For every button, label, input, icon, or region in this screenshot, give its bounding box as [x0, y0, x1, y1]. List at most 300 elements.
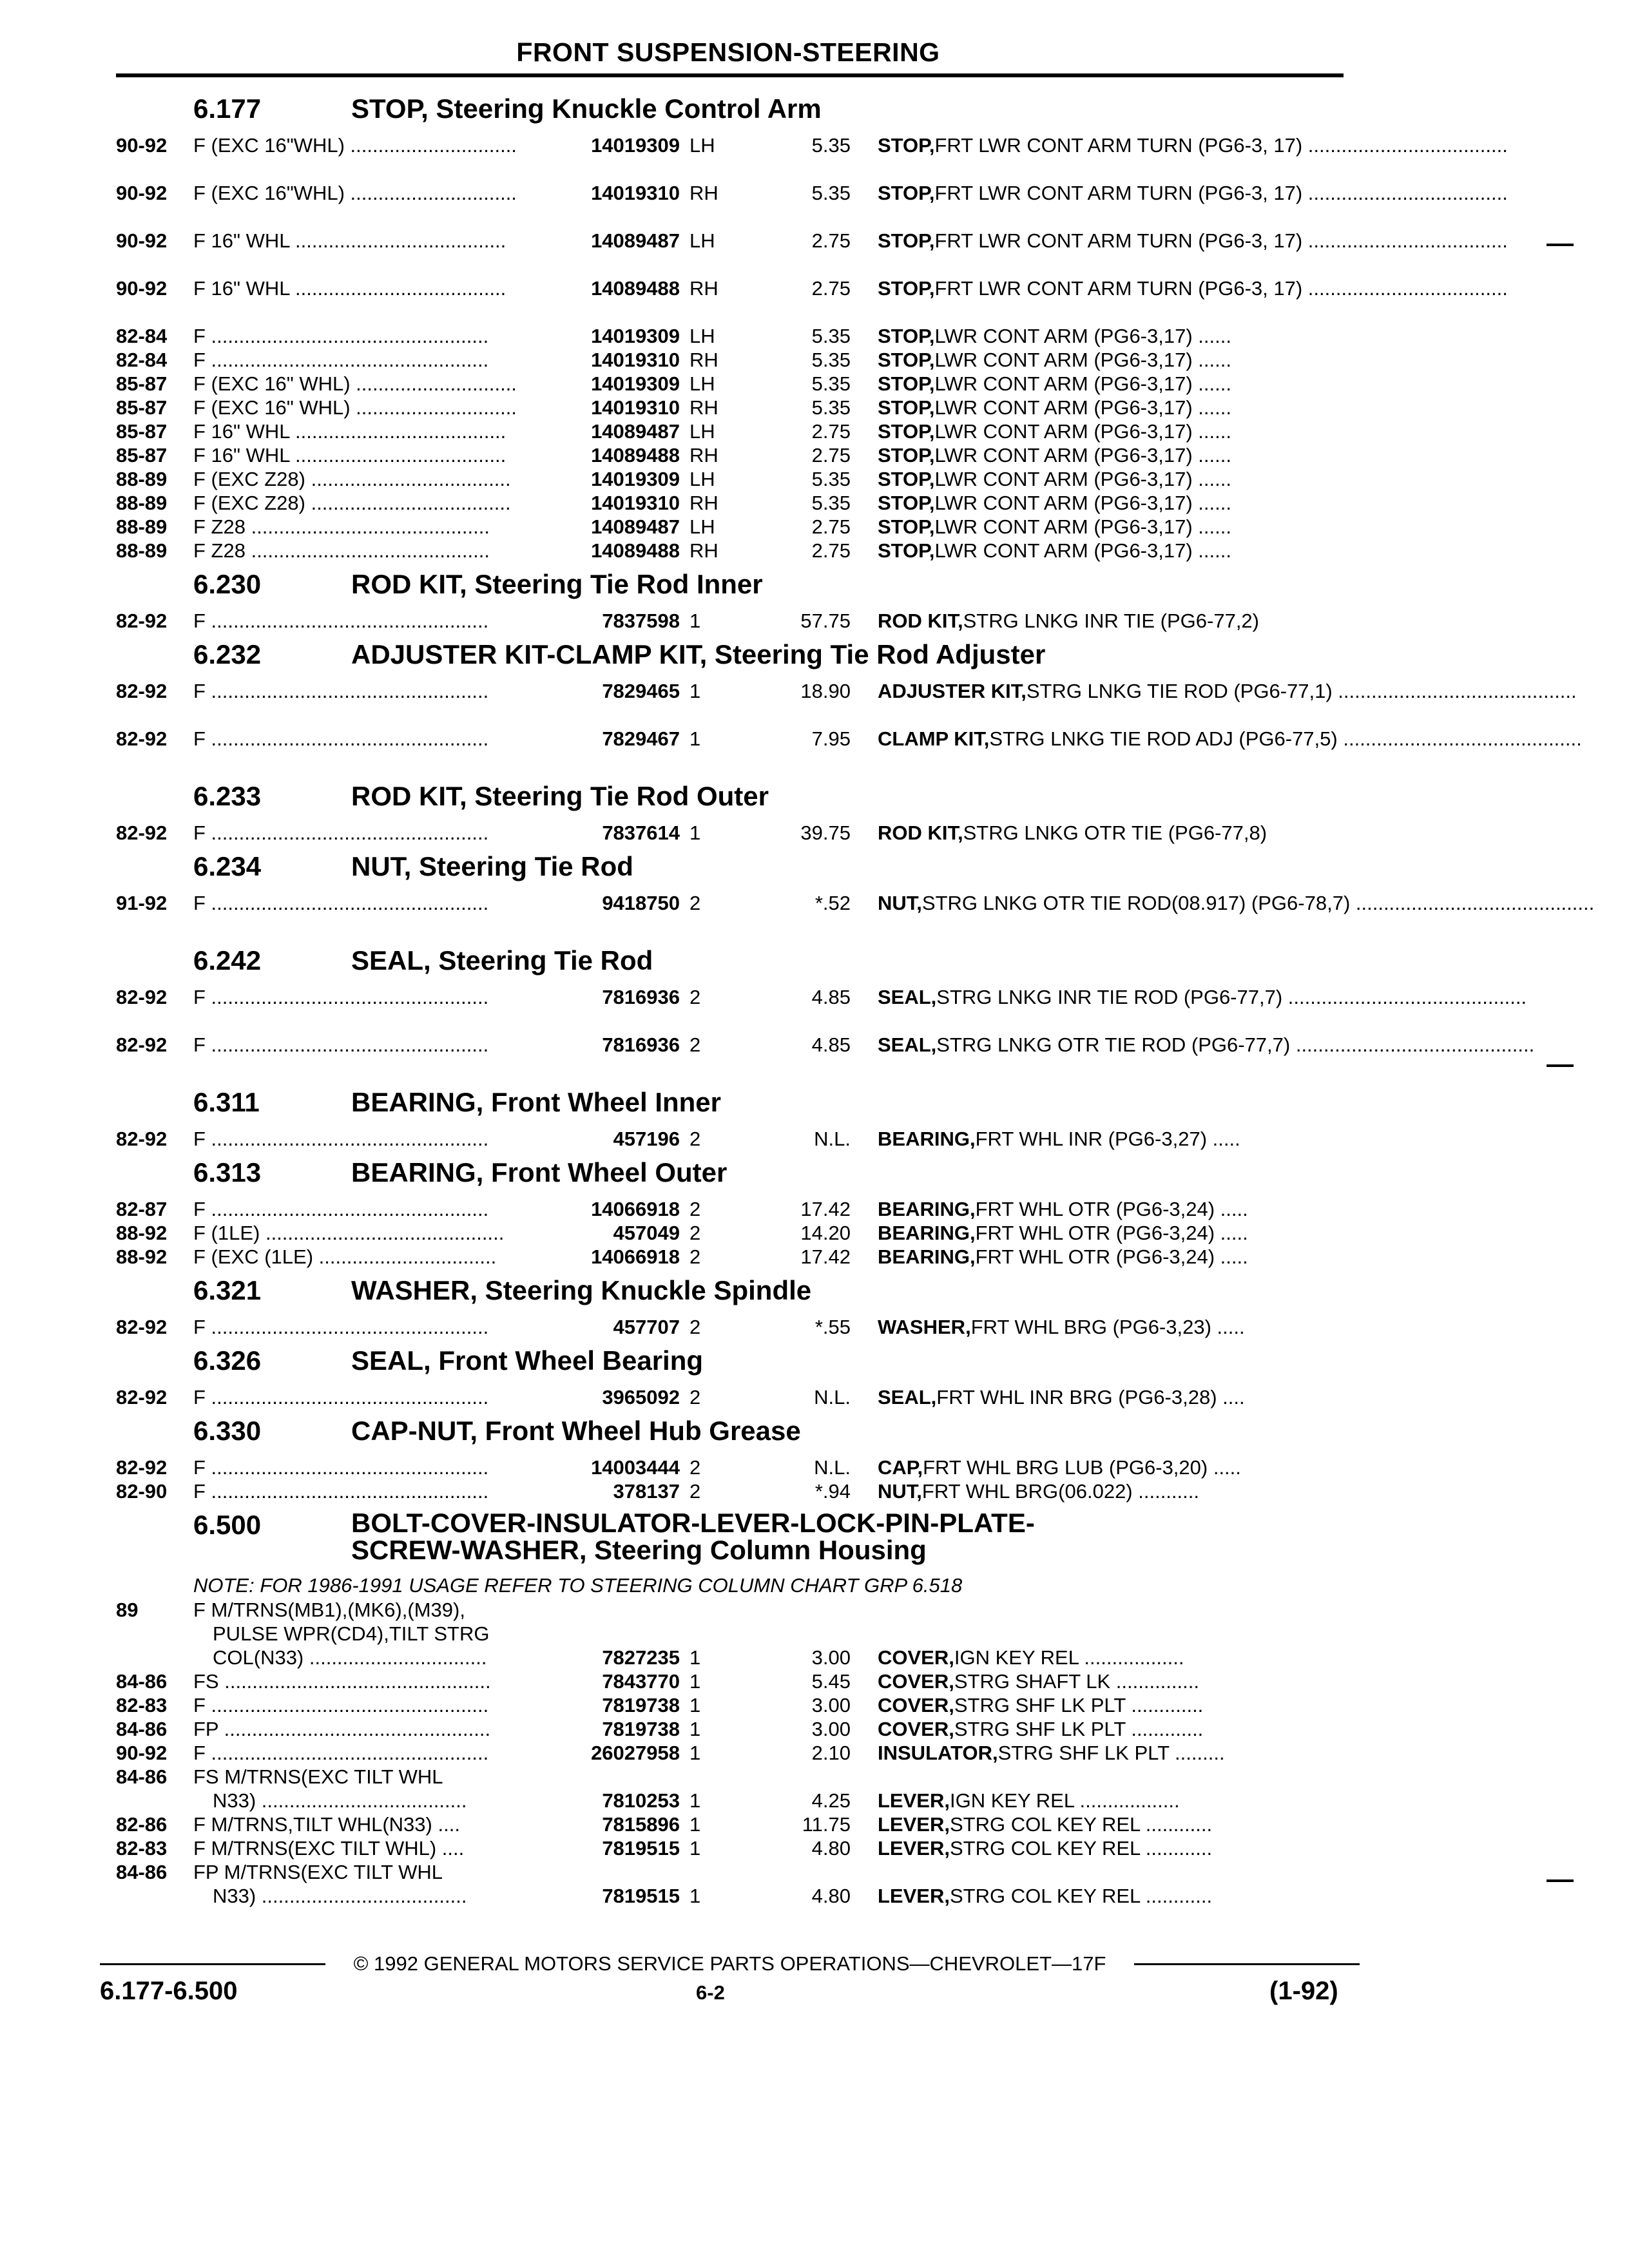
section-number: 6.313 [193, 1157, 262, 1187]
model-code: F .................................................. [193, 680, 489, 702]
section-number: 6.242 [193, 945, 262, 975]
model-code: F M/TRNS(MB1),(MK6),(M39), [193, 1599, 465, 1621]
model-code: F .................................................. [193, 1694, 489, 1716]
model-code: N33) ..................................... [213, 1789, 467, 1812]
table-row [0, 324, 1629, 348]
header-rule [116, 73, 1344, 77]
description [878, 324, 1345, 348]
description-keyword: STOP, [878, 539, 935, 562]
description [878, 467, 1345, 491]
description-keyword: STOP, [878, 468, 935, 490]
description [878, 1669, 1345, 1693]
model-code: F .................................................. [193, 892, 489, 914]
year-range: 90-92 [116, 182, 168, 204]
year-range: 89 [116, 1599, 139, 1621]
model-code: F .................................................. [193, 1198, 489, 1220]
table-row [0, 396, 1629, 419]
section-heading [0, 774, 1629, 821]
quantity: RH [689, 539, 718, 562]
description-text: FRT LWR CONT ARM TURN (PG6-3, 17) .................................... [934, 277, 1508, 300]
table-row [0, 609, 1629, 633]
price: 5.35 [811, 372, 851, 395]
quantity: RH [689, 444, 718, 466]
table-row [0, 1221, 1629, 1245]
year-range: 88-89 [116, 539, 168, 562]
price: N.L. [814, 1386, 851, 1408]
model-code: F .................................................. [193, 1316, 489, 1338]
margin-mark [1547, 1879, 1574, 1882]
price: 4.80 [811, 1885, 851, 1907]
section-title: WASHER, Steering Knuckle Spindle [351, 1275, 812, 1305]
description [878, 1315, 1345, 1339]
table-row [0, 372, 1629, 396]
description [878, 539, 1345, 562]
part-number: 14089487 [591, 515, 680, 538]
quantity: RH [689, 182, 718, 204]
part-number: 7819738 [602, 1694, 680, 1716]
year-range: 90-92 [116, 134, 168, 157]
table-row [0, 1622, 1629, 1646]
part-number: 7815896 [602, 1813, 680, 1836]
price: 17.42 [800, 1245, 851, 1268]
year-range: 84-86 [116, 1765, 168, 1788]
description-keyword: STOP, [878, 229, 935, 252]
margin-mark [1547, 1064, 1574, 1067]
model-code: PULSE WPR(CD4),TILT STRG [213, 1622, 490, 1645]
section-title: ROD KIT, Steering Tie Rod Outer [351, 781, 769, 811]
model-code: F .................................................. [193, 1480, 489, 1503]
description-keyword: COVER, [878, 1646, 954, 1669]
footer-range: 6.177-6.500 [100, 1977, 238, 2005]
description [878, 1884, 1345, 1908]
section-title-line: BOLT-COVER-INSULATOR-LEVER-LOCK-PIN-PLATE- [351, 1508, 1035, 1538]
description-text: FRT WHL INR (PG6-3,27) ..... [975, 1128, 1240, 1150]
quantity: 2 [689, 1480, 701, 1503]
description [878, 419, 1345, 443]
description [878, 985, 1527, 1009]
price: 14.20 [800, 1222, 851, 1244]
description-text: FRT LWR CONT ARM TURN (PG6-3, 17) .................................... [934, 229, 1508, 252]
model-code: F .................................................. [193, 1033, 489, 1056]
part-number: 7837598 [602, 610, 680, 632]
part-number: 14089487 [591, 229, 680, 252]
year-range: 82-83 [116, 1837, 168, 1860]
section-heading [0, 87, 1629, 133]
table-row [0, 1765, 1629, 1789]
model-code: F 16" WHL ...................................... [193, 229, 506, 252]
year-range: 82-83 [116, 1694, 168, 1716]
model-code: F .................................................. [193, 1742, 489, 1764]
year-range: 82-84 [116, 325, 168, 347]
section-heading [0, 1409, 1629, 1456]
model-code: F (1LE) ........................................... [193, 1222, 505, 1244]
description-keyword: LEVER, [878, 1885, 950, 1907]
quantity: LH [689, 515, 715, 538]
section-number: 6.234 [193, 851, 262, 881]
quantity: 1 [689, 1789, 701, 1812]
section-title: BEARING, Front Wheel Outer [351, 1157, 728, 1187]
part-number: 14089488 [591, 444, 680, 466]
year-range: 82-92 [116, 680, 168, 702]
section-number: 6.500 [193, 1510, 262, 1540]
table-row [0, 985, 1629, 1033]
section-title: STOP, Steering Knuckle Control Arm [351, 93, 822, 124]
description [878, 727, 1582, 751]
description-keyword: STOP, [878, 396, 935, 419]
section-title: NUT, Steering Tie Rod [351, 851, 633, 881]
price: 2.75 [811, 539, 851, 562]
description-keyword: SEAL, [878, 1033, 937, 1056]
part-number: 14019310 [591, 182, 680, 204]
table-row [0, 1789, 1629, 1812]
quantity: 1 [689, 822, 701, 844]
description [878, 1693, 1345, 1717]
quantity: 1 [689, 1694, 701, 1716]
part-number: 7819738 [602, 1718, 680, 1740]
year-range: 91-92 [116, 892, 168, 914]
table-row [0, 467, 1629, 491]
year-range: 84-86 [116, 1718, 168, 1740]
year-range: 82-86 [116, 1813, 168, 1836]
description-text: STRG SHAFT LK ............... [954, 1670, 1199, 1693]
footer-edition: (1-92) [1269, 1977, 1338, 2005]
year-range: 85-87 [116, 372, 168, 395]
footer-copyright: © 1992 GENERAL MOTORS SERVICE PARTS OPERATIONS—CHEVROLET—17F [353, 1952, 1106, 1975]
quantity: 2 [689, 892, 701, 914]
part-number: 9418750 [602, 892, 680, 914]
description-text: LWR CONT ARM (PG6-3,17) ...... [934, 325, 1231, 347]
table-row [0, 891, 1629, 939]
price: 5.35 [811, 492, 851, 514]
part-number: 7810253 [602, 1789, 680, 1812]
description [878, 1812, 1345, 1836]
description-keyword: NUT, [878, 892, 922, 914]
section-number: 6.321 [193, 1275, 262, 1305]
description-keyword: ROD KIT, [878, 822, 963, 844]
quantity: LH [689, 229, 715, 252]
part-number: 457707 [613, 1316, 680, 1338]
year-range: 88-89 [116, 515, 168, 538]
price: *.52 [815, 892, 851, 914]
table-row [0, 1197, 1629, 1221]
part-number: 14066918 [591, 1198, 680, 1220]
model-code: F (EXC Z28) .................................... [193, 468, 511, 490]
table-row [0, 229, 1629, 276]
description-text: FRT WHL INR BRG (PG6-3,28) .... [936, 1386, 1245, 1408]
description [878, 133, 1508, 157]
description-keyword: STOP, [878, 372, 935, 395]
description-text: STRG COL KEY REL ............ [949, 1885, 1213, 1907]
model-code: F .................................................. [193, 986, 489, 1008]
table-row [0, 1669, 1629, 1693]
year-range: 82-92 [116, 1316, 168, 1338]
description-keyword: STOP, [878, 349, 935, 371]
part-number: 14019309 [591, 325, 680, 347]
section-number: 6.230 [193, 569, 262, 599]
price: 4.85 [811, 1033, 851, 1056]
footer-page-number: 6-2 [696, 1981, 725, 2004]
model-code: F (EXC 16" WHL) ............................. [193, 396, 517, 419]
margin-mark [1547, 244, 1574, 246]
part-number: 14019309 [591, 134, 680, 157]
quantity: 2 [689, 1456, 701, 1479]
model-code: FP ................................................ [193, 1718, 491, 1740]
description [878, 229, 1508, 253]
price: 39.75 [800, 822, 851, 844]
part-number: 3965092 [602, 1386, 680, 1408]
section-number: 6.330 [193, 1416, 262, 1446]
part-number: 14066918 [591, 1245, 680, 1268]
description-text: STRG LNKG OTR TIE (PG6-77,8) [963, 822, 1268, 844]
part-number: 7816936 [602, 986, 680, 1008]
description-keyword: STOP, [878, 277, 935, 300]
description [878, 348, 1345, 372]
description-keyword: STOP, [878, 134, 935, 157]
table-row [0, 1127, 1629, 1151]
section-heading [0, 1339, 1629, 1385]
quantity: RH [689, 492, 718, 514]
model-code: F .................................................. [193, 727, 489, 750]
description [878, 891, 1595, 915]
year-range: 90-92 [116, 1742, 168, 1764]
model-code: F .................................................. [193, 349, 489, 371]
description-keyword: LEVER, [878, 1789, 950, 1812]
quantity: 2 [689, 986, 701, 1008]
model-code: F (EXC 16" WHL) ............................. [193, 372, 517, 395]
table-row [0, 679, 1629, 727]
model-code: COL(N33) ................................ [213, 1646, 487, 1669]
description-keyword: LEVER, [878, 1813, 950, 1836]
table-row [0, 491, 1629, 515]
year-range: 82-92 [116, 1033, 168, 1056]
description-keyword: ROD KIT, [878, 610, 963, 632]
description [878, 609, 1345, 633]
description [878, 1789, 1345, 1812]
part-number: 14019310 [591, 396, 680, 419]
description-text: LWR CONT ARM (PG6-3,17) ...... [934, 539, 1231, 562]
part-number: 7827235 [602, 1646, 680, 1669]
description [878, 1385, 1345, 1409]
quantity: LH [689, 420, 715, 443]
price: 4.25 [811, 1789, 851, 1812]
year-range: 82-92 [116, 822, 168, 844]
description [878, 1741, 1345, 1765]
section-heading [0, 939, 1629, 985]
year-range: 88-92 [116, 1245, 168, 1268]
quantity: 2 [689, 1386, 701, 1408]
parts-catalog [0, 87, 1629, 1908]
section-heading [0, 562, 1629, 609]
price: N.L. [814, 1128, 851, 1150]
year-range: 88-89 [116, 468, 168, 490]
table-row [0, 1884, 1629, 1908]
section-title: ROD KIT, Steering Tie Rod Inner [351, 569, 763, 599]
price: 11.75 [802, 1813, 851, 1836]
page-title: FRONT SUSPENSION-STEERING [516, 37, 940, 67]
description-text: FRT WHL OTR (PG6-3,24) ..... [975, 1198, 1248, 1220]
price: 2.10 [811, 1742, 851, 1764]
description-keyword: ADJUSTER KIT, [878, 680, 1027, 702]
description-keyword: STOP, [878, 492, 935, 514]
part-number: 378137 [613, 1480, 680, 1503]
quantity: LH [689, 468, 715, 490]
description-text: STRG LNKG OTR TIE ROD(08.917) (PG6-78,7) ........................................... [921, 892, 1595, 914]
quantity: 2 [689, 1033, 701, 1056]
year-range: 82-84 [116, 349, 168, 371]
part-number: 457049 [613, 1222, 680, 1244]
description-text: STRG LNKG INR TIE ROD (PG6-77,7) ........................................... [936, 986, 1527, 1008]
model-code: F (EXC 16"WHL) .............................. [193, 182, 517, 204]
description [878, 1221, 1345, 1245]
table-row [0, 276, 1629, 324]
section-title-line: SCREW-WASHER, Steering Column Housing [351, 1535, 927, 1565]
description-keyword: STOP, [878, 515, 935, 538]
model-code: F .................................................. [193, 610, 489, 632]
description-text: STRG LNKG INR TIE (PG6-77,2) [963, 610, 1259, 632]
year-range: 82-92 [116, 1456, 168, 1479]
price: 5.35 [811, 325, 851, 347]
description-text: FRT WHL BRG (PG6-3,23) ..... [970, 1316, 1245, 1338]
description-text: LWR CONT ARM (PG6-3,17) ...... [934, 444, 1231, 466]
description-text: STRG COL KEY REL ............ [949, 1837, 1213, 1860]
description-text: FRT LWR CONT ARM TURN (PG6-3, 17) .................................... [934, 134, 1508, 157]
description-text: FRT WHL OTR (PG6-3,24) ..... [975, 1245, 1248, 1268]
year-range: 85-87 [116, 396, 168, 419]
table-row [0, 133, 1629, 181]
description [878, 1456, 1345, 1479]
quantity: RH [689, 396, 718, 419]
description-keyword: CLAMP KIT, [878, 727, 990, 750]
year-range: 84-86 [116, 1861, 168, 1883]
description-keyword: STOP, [878, 182, 935, 204]
model-code: F (EXC (1LE) ................................ [193, 1245, 497, 1268]
description-text: FRT WHL BRG LUB (PG6-3,20) ..... [923, 1456, 1241, 1479]
description-keyword: BEARING, [878, 1198, 976, 1220]
year-range: 90-92 [116, 277, 168, 300]
description-text: STRG SHF LK PLT ......... [998, 1742, 1225, 1764]
description [878, 181, 1508, 205]
year-range: 85-87 [116, 420, 168, 443]
description-keyword: BEARING, [878, 1245, 976, 1268]
part-number: 14019310 [591, 492, 680, 514]
year-range: 88-92 [116, 1222, 168, 1244]
description [878, 1717, 1345, 1741]
quantity: 2 [689, 1128, 701, 1150]
model-code: F (EXC Z28) .................................... [193, 492, 511, 514]
section-number: 6.326 [193, 1345, 262, 1376]
section-title: BEARING, Front Wheel Inner [351, 1087, 722, 1117]
description [878, 1836, 1345, 1860]
year-range: 82-92 [116, 727, 168, 750]
year-range: 82-90 [116, 1480, 168, 1503]
quantity: 1 [689, 1885, 701, 1907]
description-text: STRG LNKG TIE ROD (PG6-77,1) ........................................... [1026, 680, 1577, 702]
description-keyword: BEARING, [878, 1128, 976, 1150]
description [878, 491, 1345, 515]
table-row [0, 443, 1629, 467]
price: 4.85 [811, 986, 851, 1008]
description-keyword: BEARING, [878, 1222, 976, 1244]
price: 5.45 [811, 1670, 851, 1693]
part-number: 26027958 [591, 1742, 680, 1764]
table-row [0, 1315, 1629, 1339]
price: *.55 [815, 1316, 851, 1338]
price: 2.75 [811, 515, 851, 538]
description-keyword: NUT, [878, 1480, 922, 1503]
part-number: 7843770 [602, 1670, 680, 1693]
table-row [0, 181, 1629, 229]
description-text: STRG LNKG TIE ROD ADJ (PG6-77,5) ........................................... [989, 727, 1582, 750]
quantity: 1 [689, 1742, 701, 1764]
description [878, 1127, 1345, 1151]
description-keyword: STOP, [878, 420, 935, 443]
table-row [0, 1812, 1629, 1836]
table-row [0, 515, 1629, 539]
model-code: F .................................................. [193, 325, 489, 347]
model-code: N33) ..................................... [213, 1885, 467, 1907]
table-row [0, 1836, 1629, 1860]
description-keyword: COVER, [878, 1718, 954, 1740]
description-text: LWR CONT ARM (PG6-3,17) ...... [934, 515, 1231, 538]
quantity: LH [689, 325, 715, 347]
year-range: 85-87 [116, 444, 168, 466]
description-keyword: STOP, [878, 325, 935, 347]
table-row [0, 1033, 1629, 1081]
table-row [0, 348, 1629, 372]
description-text: FRT WHL OTR (PG6-3,24) ..... [975, 1222, 1248, 1244]
quantity: 1 [689, 1670, 701, 1693]
part-number: 7829465 [602, 680, 680, 702]
section-number: 6.311 [193, 1087, 260, 1117]
price: 3.00 [811, 1718, 851, 1740]
description-keyword: STOP, [878, 444, 935, 466]
part-number: 7837614 [602, 822, 680, 844]
usage-note [0, 1574, 1629, 1598]
price: 2.75 [811, 277, 851, 300]
model-code: FS M/TRNS(EXC TILT WHL [193, 1765, 443, 1788]
description [878, 276, 1508, 300]
price: 3.00 [811, 1694, 851, 1716]
section-title [351, 1510, 1035, 1564]
part-number: 14019309 [591, 468, 680, 490]
year-range: 82-92 [116, 610, 168, 632]
description-text: FRT LWR CONT ARM TURN (PG6-3, 17) .................................... [934, 182, 1508, 204]
part-number: 14019310 [591, 349, 680, 371]
table-row [0, 727, 1629, 774]
model-code: F .................................................. [193, 822, 489, 844]
quantity: 2 [689, 1245, 701, 1268]
description-text: LWR CONT ARM (PG6-3,17) ...... [934, 349, 1231, 371]
model-code: F (EXC 16"WHL) .............................. [193, 134, 517, 157]
description-keyword: LEVER, [878, 1837, 950, 1860]
description-text: LWR CONT ARM (PG6-3,17) ...... [934, 372, 1231, 395]
description [878, 1646, 1345, 1669]
description-text: STRG LNKG OTR TIE ROD (PG6-77,7) ........................................... [936, 1033, 1535, 1056]
quantity: 2 [689, 1222, 701, 1244]
price: 5.35 [811, 182, 851, 204]
part-number: 14089487 [591, 420, 680, 443]
model-code: F .................................................. [193, 1128, 489, 1150]
year-range: 82-92 [116, 986, 168, 1008]
section-title: SEAL, Steering Tie Rod [351, 945, 653, 975]
footer-rule [100, 1963, 325, 1965]
table-row [0, 1598, 1629, 1622]
part-number: 14089488 [591, 277, 680, 300]
quantity: 1 [689, 727, 701, 750]
section-number: 6.177 [193, 93, 262, 124]
price: 5.35 [811, 349, 851, 371]
year-range: 82-92 [116, 1128, 168, 1150]
